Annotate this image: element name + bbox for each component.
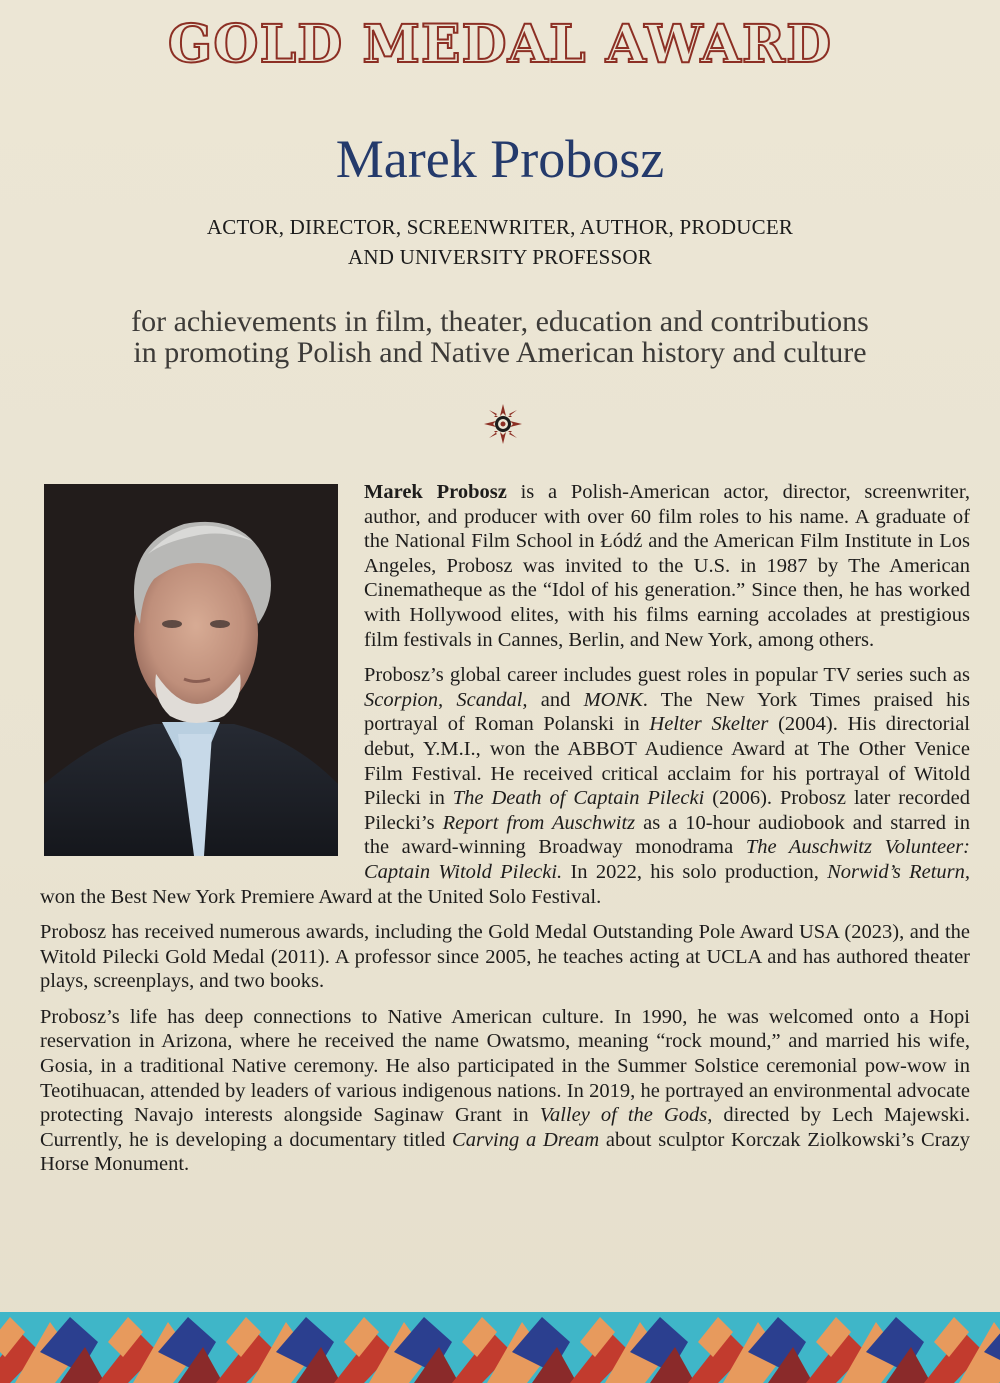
bio-italic: Valley of the Gods, — [539, 1104, 713, 1127]
bio-text: Probosz’s life has deep connections to Native American culture. In 1990, he was welcomed onto a Hopi reservation in Arizona, where he received the name Owatsmo, meaning “rock mound,” and married his wife, Gosia, in a traditional Native ceremony. He also participated in the Summer Solstice ceremonial pow-wow in Teotihuacan, attended by leaders of various indigenous nations. In 2019, he portrayed an environmental advocate protecting Navajo interests alongside Saginaw Grant in — [40, 1005, 970, 1127]
bio-italic: The Death of Captain Pilecki — [452, 787, 705, 810]
bio-italic: Scorpion, Scandal, — [364, 688, 528, 711]
roles-subtitle — [0, 212, 1000, 272]
bio-paragraph-3 — [40, 920, 970, 994]
bio-lead-name: Marek Probosz — [364, 481, 507, 503]
bio-italic: The Auschwitz Volunteer: Captain Witold Pilecki. — [364, 836, 970, 883]
award-title: GOLD MEDAL AWARD — [167, 14, 833, 75]
bio-italic: Report from Auschwitz — [442, 811, 636, 834]
roles-line-1: ACTOR, DIRECTOR, SCREENWRITER, AUTHOR, PRODUCER — [206, 215, 794, 239]
recipient-name: Marek Probosz — [335, 129, 665, 189]
roles-line-2: AND UNIVERSITY PROFESSOR — [348, 245, 652, 269]
bio-text: (2006). Probosz later recorded Pilecki’s — [364, 787, 971, 834]
bio-text: Probosz’s global career includes guest roles in popular TV series such as — [364, 664, 970, 687]
bio-text: . The New York Times praised his portrayal of Roman Polanski in — [364, 688, 970, 736]
star-ornament-icon — [484, 404, 522, 444]
citation-line-2: in promoting Polish and Native American history and culture — [133, 336, 867, 369]
bio-italic: Norwid’s Return, — [827, 860, 970, 883]
bio-text: about sculptor Korczak Ziolkowski’s Crazy Horse Monument. — [40, 1128, 970, 1176]
portrait-wrap-spacer — [40, 480, 364, 860]
bio-text: Probosz has received numerous awards, including the Gold Medal Outstanding Pole Award USA (2023), and the Witold Pilecki Gold Medal (2011). A professor since 2005, he teaches acting at UCLA and has authored theater plays, screenplays, and two books. — [40, 921, 970, 993]
award-citation — [0, 306, 1000, 368]
bio-paragraph-4 — [40, 1005, 970, 1177]
bio-text: and — [527, 688, 584, 711]
bio-text: (2004). His directorial debut, Y.M.I., won the ABBOT Audience Award at The Other Venice Film Festival. He received critical acclaim for his portrayal of Witold Pilecki in — [364, 713, 970, 810]
bio-italic: Carving a Dream — [452, 1128, 600, 1151]
bio-text: In 2022, his solo production, — [562, 860, 828, 883]
native-geometric-border — [0, 1312, 1000, 1383]
bio-text: won the Best New York Premiere Award at the United Solo Festival. — [40, 885, 602, 908]
bio-italic: Helter Skelter — [649, 713, 769, 736]
bio-text: directed by Lech Majewski. Currently, he is developing a documentary titled — [40, 1104, 970, 1151]
bio-italic: MONK — [583, 688, 643, 711]
bio-text: as a 10-hour audiobook and starred in the award-winning Broadway monodrama — [364, 811, 970, 859]
biography-text — [40, 480, 970, 1188]
citation-line-1: for achievements in film, theater, education and contributions — [131, 305, 869, 338]
bio-text: is a Polish-American actor, director, screenwriter, author, and producer with over 60 film roles to his name. A graduate of the National Film School in Łódź and the American Film Institute in Los Angeles, Probosz was invited to the U.S. in 1987 by The American Cinematheque as the “Idol of his generation.” Since then, he has worked with Hollywood elites, with his films earning accolades at prestigious film festivals in Cannes, Berlin, and New York, among others. — [364, 481, 970, 651]
